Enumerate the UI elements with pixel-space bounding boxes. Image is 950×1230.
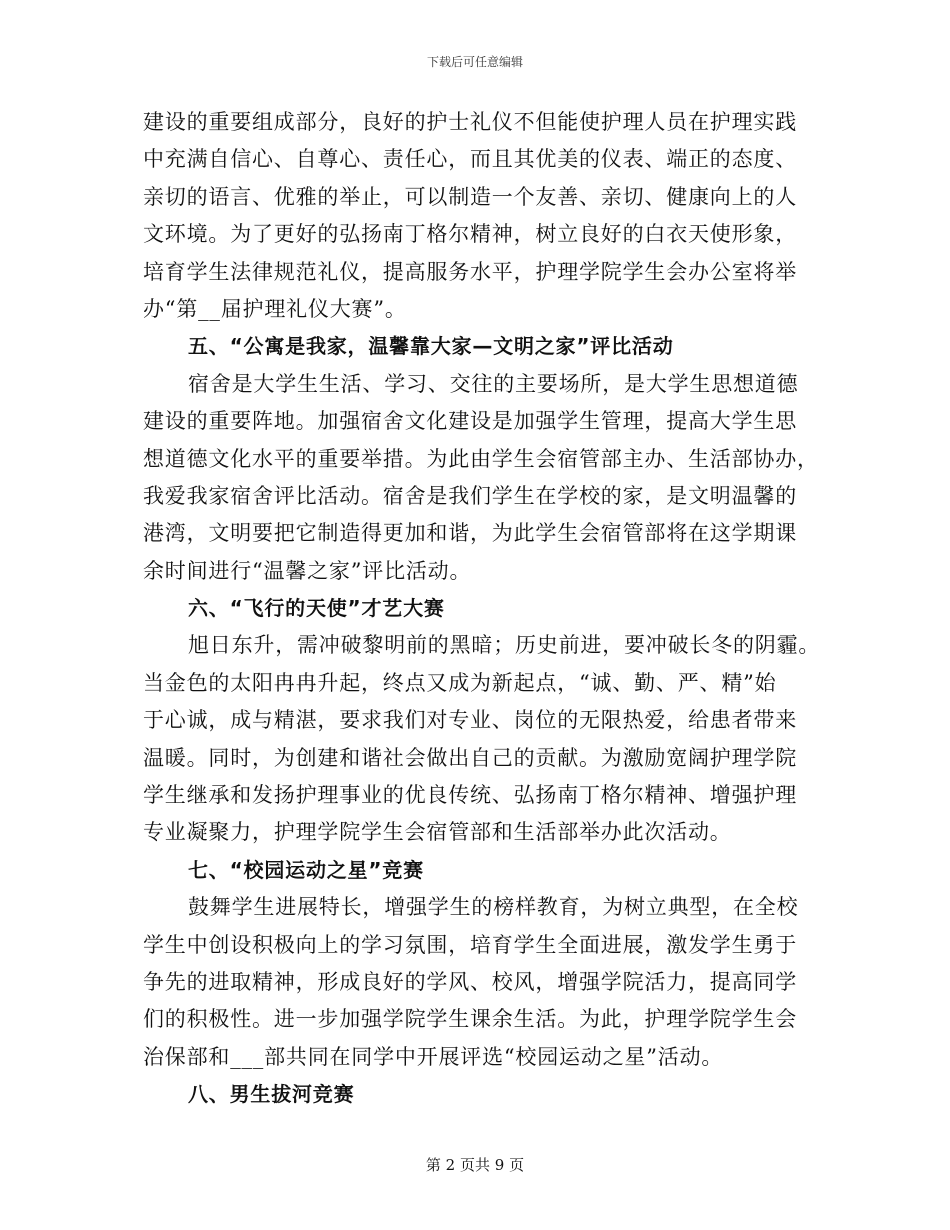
text-line: 温暖。同时，为创建和谐社会做出自己的贡献。为激励宽阔护理学院 <box>143 745 797 770</box>
text-line: 治保部和___部共同在同学中开展评选“校园运动之星”活动。 <box>143 1044 724 1069</box>
text-line: 学生继承和发扬护理事业的优良传统、弘扬南丁格尔精神、增强护理 <box>143 783 797 808</box>
text-line: 建设的重要组成部分，良好的护士礼仪不但能使护理人员在护理实践 <box>143 110 797 134</box>
document-body <box>143 104 821 1114</box>
text-line: 当金色的太阳冉冉升起，终点又成为新起点，“诚、勤、严、精”始 <box>143 670 777 695</box>
text-line: 想道德文化水平的重要举措。为此由学生会宿管部主办、生活部协办， <box>143 446 819 471</box>
page-header: 下载后可任意编辑 <box>426 55 523 69</box>
text-line: 文环境。为了更好的弘扬南丁格尔精神，树立良好的白衣天使形象， <box>143 222 797 247</box>
section-heading: 五、“公寓是我家，温馨靠大家—文明之家”评比活动 <box>188 334 674 359</box>
text-line: 学生中创设积极向上的学习氛围，培育学生全面进展，激发学生勇于 <box>143 932 797 957</box>
text-line: 旭日东升，需冲破黎明前的黑暗；历史前进，要冲破长冬的阴霾。 <box>188 633 821 658</box>
text-line: 我爱我家宿舍评比活动。宿舍是我们学生在学校的家，是文明温馨的 <box>143 483 797 508</box>
text-line: 于心诚，成与精湛，要求我们对专业、岗位的无限热爱，给患者带来 <box>143 708 797 733</box>
section-heading: 七、“校园运动之星”竞赛 <box>188 857 424 882</box>
text-line: 宿舍是大学生生活、学习、交往的主要场所，是大学生思想道德 <box>188 371 799 396</box>
text-line: 办“第__届护理礼仪大赛”。 <box>143 296 407 321</box>
page-footer: 第 2 页共 9 页 <box>425 1156 525 1174</box>
text-line: 余时间进行“温馨之家”评比活动。 <box>143 558 472 583</box>
text-line: 中充满自信心、自尊心、责任心，而且其优美的仪表、端正的态度、 <box>143 147 797 172</box>
text-line: 鼓舞学生进展特长，增强学生的榜样教育，为树立典型，在全校 <box>188 895 799 920</box>
text-line: 们的积极性。进一步加强学院学生课余生活。为此，护理学院学生会 <box>143 1007 797 1032</box>
text-line: 建设的重要阵地。加强宿舍文化建设是加强学生管理，提高大学生思 <box>143 409 797 434</box>
text-line: 港湾，文明要把它制造得更加和谐，为此学生会宿管部将在这学期课 <box>143 521 797 546</box>
text-line: 亲切的语言、优雅的举止，可以制造一个友善、亲切、健康向上的人 <box>143 184 797 209</box>
section-heading: 六、“飞行的天使”才艺大赛 <box>188 596 445 621</box>
section-heading: 八、男生拔河竞赛 <box>188 1082 355 1107</box>
text-line: 专业凝聚力，护理学院学生会宿管部和生活部举办此次活动。 <box>143 820 732 845</box>
text-line: 争先的进取精神，形成良好的学风、校风，增强学院活力，提高同学 <box>143 969 797 994</box>
text-line: 培育学生法律规范礼仪，提高服务水平，护理学院学生会办公室将举 <box>143 259 797 284</box>
